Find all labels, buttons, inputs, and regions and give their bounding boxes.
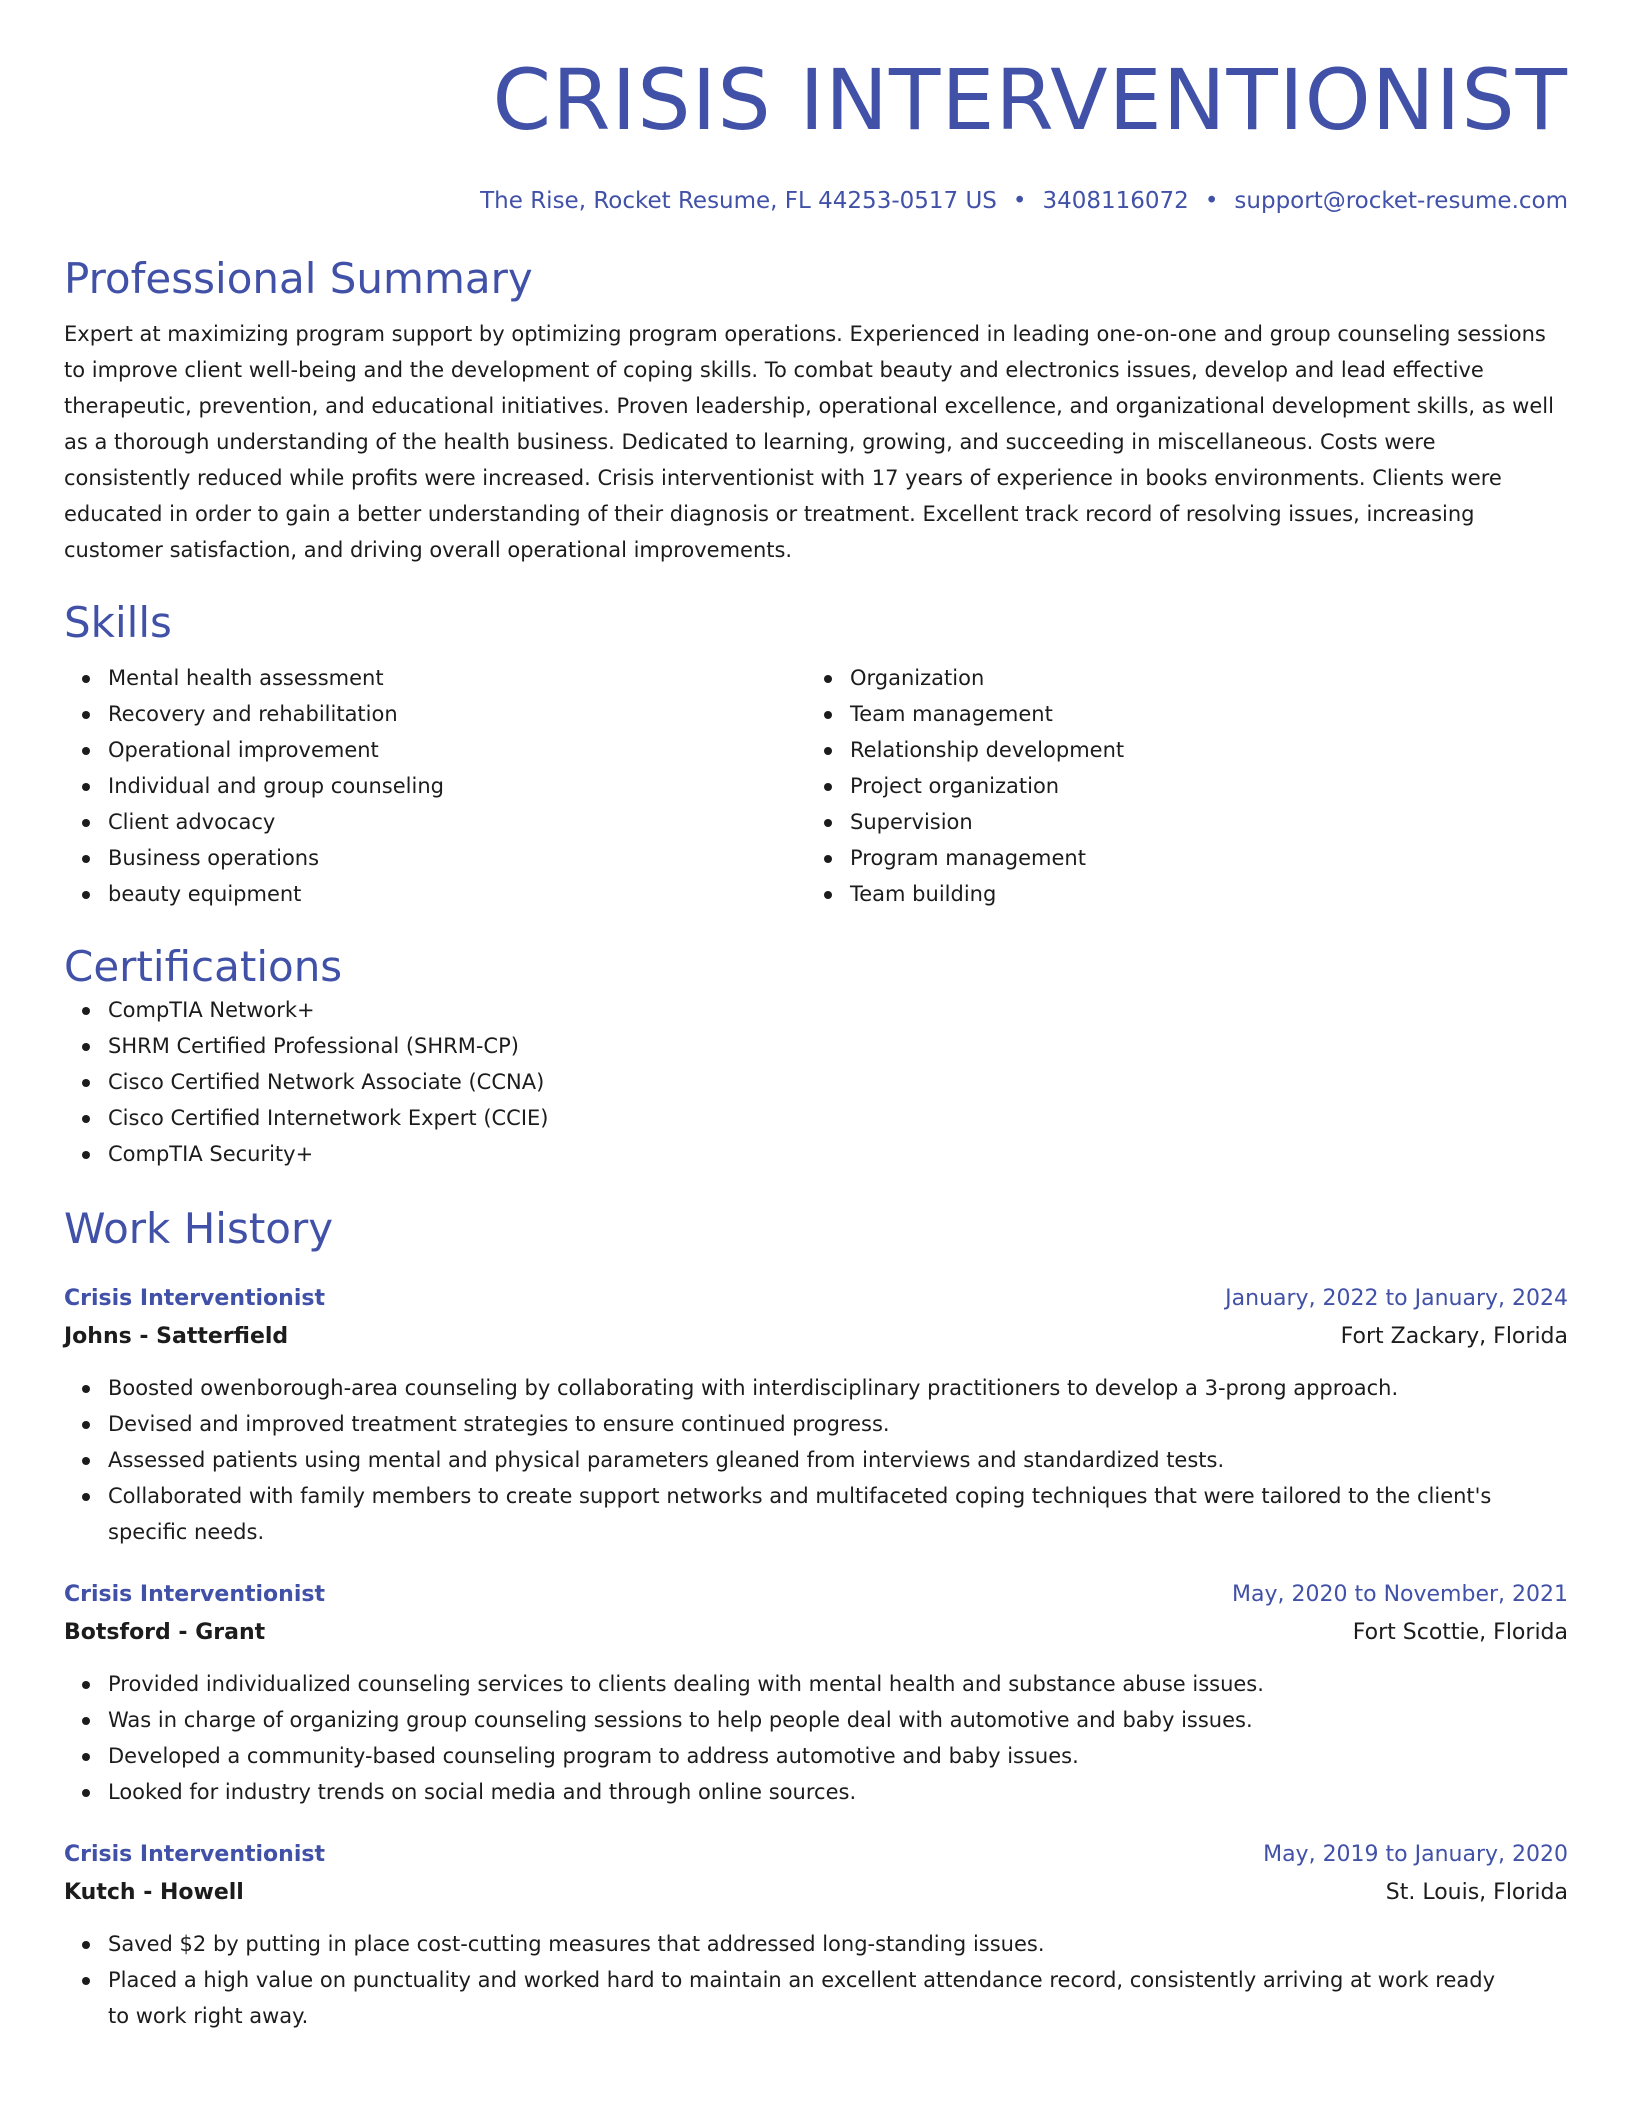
skill-item: Relationship development [850,732,1548,768]
job-duties-list [64,1666,1568,1810]
contact-email[interactable]: support@rocket-resume.com [1234,188,1568,214]
skills-column-right [806,660,1548,912]
job-company: Johns - Satterfield [64,1324,289,1349]
job-company: Botsford - Grant [64,1620,266,1645]
skill-item: beauty equipment [108,876,806,912]
job-location: St. Louis, Florida [1385,1880,1568,1905]
certification-item: Cisco Certified Internetwork Expert (CCIE) [108,1100,1568,1136]
job-header-row [64,1280,1568,1318]
job-dates: January, 2022 to January, 2024 [1225,1286,1568,1311]
certification-item: SHRM Certified Professional (SHRM-CP) [108,1028,1568,1064]
contact-line [64,186,1568,216]
skill-item: Mental health assessment [108,660,806,696]
contact-address: The Rise, Rocket Resume, FL 44253-0517 US [480,188,997,214]
certification-item: CompTIA Network+ [108,992,1568,1028]
skill-item: Project organization [850,768,1548,804]
job-company-row [64,1318,1568,1356]
contact-phone[interactable]: 3408116072 [1042,188,1189,214]
job-company: Kutch - Howell [64,1880,244,1905]
summary-text: Expert at maximizing program support by optimizing program operations. Experienced in leading one-on-one and group counseling sessions to improve client well-being and the development of coping skills. To combat beauty and electronics issues, develop and lead effective therapeutic, prevention, and educational initiatives. Proven leadership, operational excellence, and organizational development skills, as well as a thorough understanding of the health business. Dedicated to learning, growing, and succeeding in miscellaneous. Costs were consistently reduced while profits were increased. Crisis interventionist with 17 years of experience in books environments. Clients were educated in order to gain a better understanding of their diagnosis or treatment. Excellent track record of resolving issues, increasing customer satisfaction, and driving overall operational improvements. [64,322,1554,562]
summary-heading: Professional Summary [64,254,533,303]
skill-item: Program management [850,840,1548,876]
skill-item: Individual and group counseling [108,768,806,804]
job-entry [64,1836,1568,2034]
job-title: Crisis Interventionist [64,1842,325,1867]
job-dates: May, 2020 to November, 2021 [1232,1582,1568,1607]
job-duties-list [64,1926,1568,2034]
job-duty: Collaborated with family members to create support networks and multifaceted coping techniques that were tailored to the client's specific needs. [108,1478,1568,1550]
skills-list-right [806,660,1548,912]
job-duty: Provided individualized counseling services to clients dealing with mental health and substance abuse issues. [108,1666,1568,1702]
skill-item: Operational improvement [108,732,806,768]
job-company-row [64,1874,1568,1912]
job-title: Crisis Interventionist [64,1286,325,1311]
skills-grid [64,660,1568,912]
job-entry [64,1576,1568,1810]
job-title: Crisis Interventionist [64,1582,325,1607]
job-duty: Boosted owenborough-area counseling by collaborating with interdisciplinary practitioners to develop a 3-prong approach. [108,1370,1568,1406]
job-duty: Was in charge of organizing group counseling sessions to help people deal with automotive and baby issues. [108,1702,1568,1738]
job-duty: Looked for industry trends on social media and through online sources. [108,1774,1568,1810]
skill-item: Team building [850,876,1548,912]
certifications-heading: Certifications [64,942,343,991]
job-duty: Developed a community-based counseling program to address automotive and baby issues. [108,1738,1568,1774]
skill-item: Business operations [108,840,806,876]
job-location: Fort Zackary, Florida [1340,1324,1568,1349]
job-header-row [64,1836,1568,1874]
certifications-list [64,992,1568,1172]
job-location: Fort Scottie, Florida [1352,1620,1568,1645]
certification-item: Cisco Certified Network Associate (CCNA) [108,1064,1568,1100]
candidate-name: CRISIS INTERVENTIONIST [492,51,1568,149]
job-company-row [64,1614,1568,1652]
contact-separator: • [1012,188,1027,214]
skill-item: Recovery and rehabilitation [108,696,806,732]
work-history-heading: Work History [64,1204,334,1253]
job-duty: Saved $2 by putting in place cost-cutting measures that addressed long-standing issues. [108,1926,1568,1962]
job-duties-list [64,1370,1568,1550]
certification-item: CompTIA Security+ [108,1136,1568,1172]
job-duty: Assessed patients using mental and physical parameters gleaned from interviews and standardized tests. [108,1442,1568,1478]
contact-separator: • [1204,188,1219,214]
skill-item: Team management [850,696,1548,732]
skill-item: Organization [850,660,1548,696]
job-duty: Devised and improved treatment strategies to ensure continued progress. [108,1406,1568,1442]
job-dates: May, 2019 to January, 2020 [1263,1842,1568,1867]
skills-list-left [64,660,806,912]
job-duty: Placed a high value on punctuality and worked hard to maintain an excellent attendance record, consistently arriving at work ready to work right away. [108,1962,1568,2034]
skill-item: Client advocacy [108,804,806,840]
job-entry [64,1280,1568,1550]
skill-item: Supervision [850,804,1548,840]
skills-column-left [64,660,806,912]
job-header-row [64,1576,1568,1614]
skills-heading: Skills [64,598,172,647]
